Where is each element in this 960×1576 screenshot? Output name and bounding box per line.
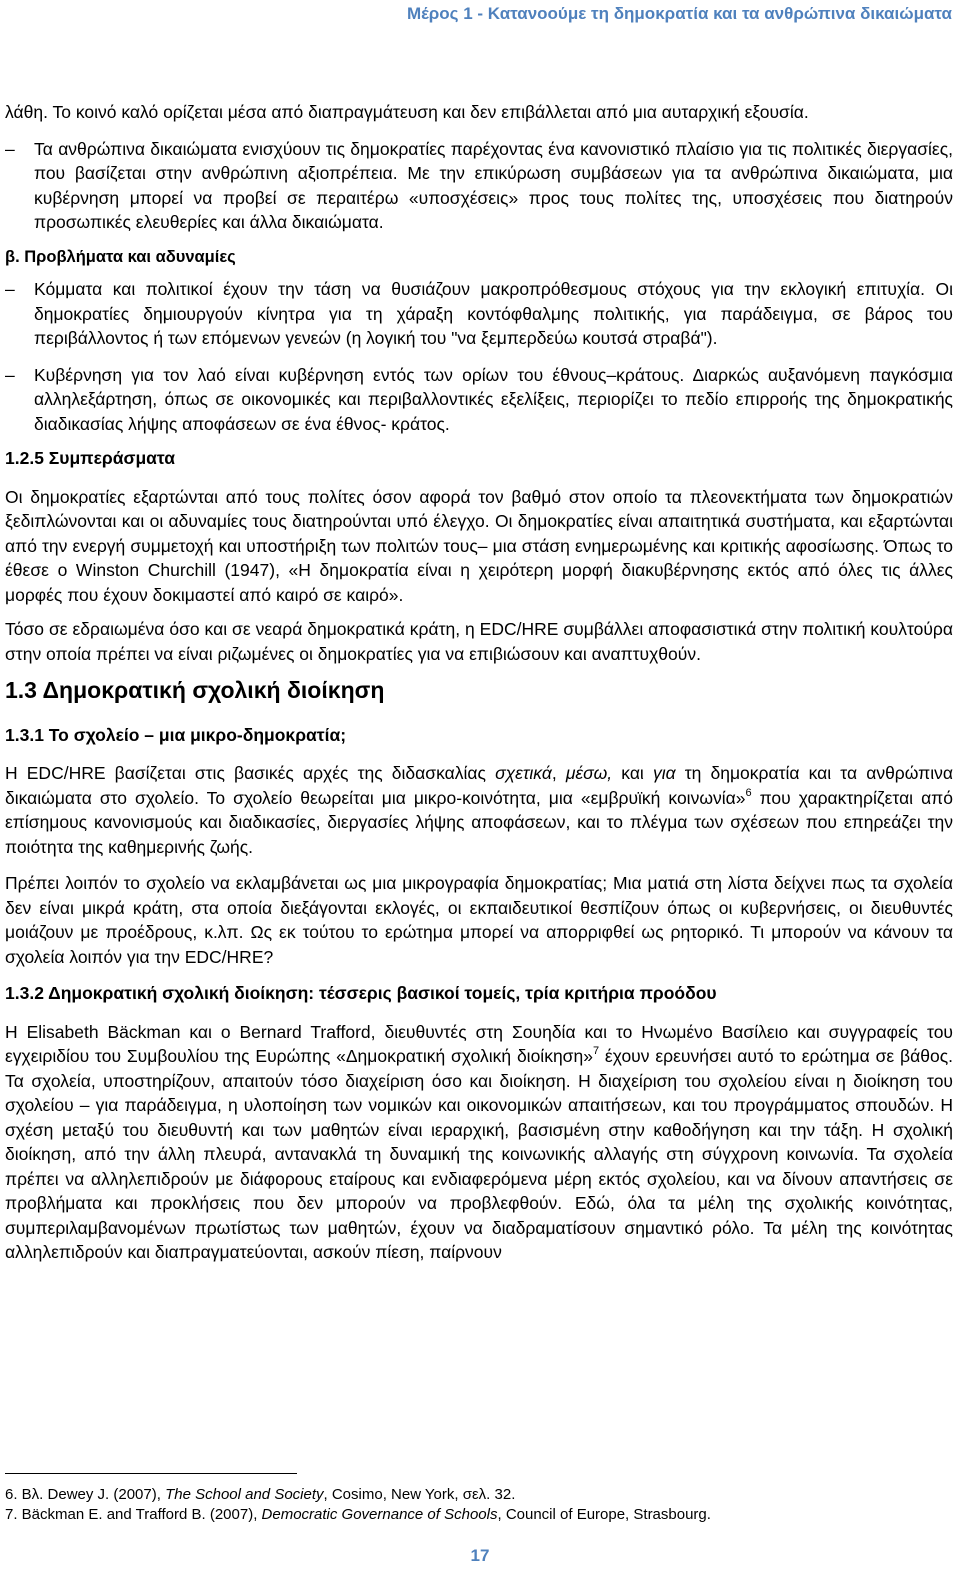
footnote-ref-6: 6 [745, 786, 752, 799]
text-run: , Cosimo, New York, σελ. 32. [323, 1486, 516, 1503]
footnotes [5, 1485, 953, 1525]
bullet-dash: – [5, 138, 15, 159]
running-header: Μέρος 1 - Κατανοούμε τη δημοκρατία και τα ανθρώπινα δικαιώματα [406, 4, 952, 23]
text-run: τη δημοκρατία και τα ανθρώπινα δικαιώματα στο σχολείο. Το σχολείο θεωρείται μια μικρο-κοινότητα, μια «εμβρυϊκή κοινωνία» [5, 763, 954, 808]
emphasis-about: σχετικά [495, 763, 552, 783]
bullet-dash: – [5, 279, 15, 299]
text-run: Η Elisabeth Bäckman και ο Bernard Trafford, διευθυντές στη Σουηδία και το Ηνωμένο Βασίλειο και συγγραφείς του εγχειριδίου του Συμβουλίου της Ευρώπης «Δημοκρατική σχολική διοίκηση» [5, 1021, 953, 1066]
emphasis-through: μέσω, [565, 763, 613, 783]
bullet-human-rights [5, 137, 953, 235]
text-run: και [612, 763, 653, 783]
heading-1-3: 1.3 Δημοκρατική σχολική διοίκηση [5, 677, 385, 703]
bullet-government-text: Κυβέρνηση για τον λαό είναι κυβέρνηση εντός των ορίων του έθνους–κράτους. Διαρκώς αυξανόμενη παγκόσμια αλληλεξάρτηση, όπως σε οικονομικές και περιβαλλοντικές εξελίξεις, περιορίζει το πεδίο επιρροής της δημοκρατικής διαδικασίας λήψης αποφάσεων σε ένα έθνος- κράτος. [34, 364, 953, 434]
text-run: , Council of Europe, Strasbourg. [497, 1506, 711, 1523]
text-run: που χαρακτηρίζεται από επίσημους κανονισμούς και διαδικασίες, διεργασίες λήψης αποφάσεων, και το πλέγμα των σχέσεων που επηρεάζει την ποιότητα της καθημερινής ζωής. [5, 787, 953, 857]
intro-paragraph: λάθη. Το κοινό καλό ορίζεται μέσα από διαπραγμάτευση και δεν επιβάλλεται από μια αυταρχική εξουσία. [5, 102, 809, 122]
text-run: 6. Βλ. Dewey J. (2007), [5, 1486, 166, 1503]
bullet-parties-text: Κόμματα και πολιτικοί έχουν την τάση να θυσιάζουν μακροπρόθεσμους στόχους για την εκλογική επιτυχία. Οι δημοκρατίες δημιουργούν κίνητρα για τη χάραξη κοντόφθαλμης πολιτικής, για παράδειγμα, σε βάρος του περιβάλλοντος ή των επόμενων γενεών (η λογική του "να ξεμπερδεύω κουτσά στραβά"). [34, 279, 953, 348]
footnote-ref-7: 7 [592, 1045, 600, 1057]
paragraph-1-3-1-b: Πρέπει λοιπόν το σχολείο να εκλαμβάνεται ως μια μικρογραφία δημοκρατίας; Μια ματιά στη λίστα δείχνει πως τα σχολεία δεν είναι μικρά κράτη, στα οποία διεξάγονται εκλογές, οι εκπαιδευτικοί θεσπίζουν όπως οι κυβερνήσεις, οι διευθυντές μοιάζουν με προέδρους, κ.λπ. Ως εκ τούτου το ερώτημα μπορεί να απορριφθεί ως ρητορικό. Τι μπορούν να κάνουν τα σχολεία λοιπόν για την EDC/HRE? [5, 873, 953, 967]
bullet-parties [5, 277, 953, 351]
text-run: , [551, 763, 566, 783]
heading-1-3-1: 1.3.1 Το σχολείο – μια μικρο-δημοκρατία; [5, 724, 347, 745]
heading-1-2-5: 1.2.5 Συμπεράσματα [5, 448, 175, 468]
footnote-6 [5, 1485, 953, 1505]
paragraph-1-3-1-a [5, 761, 953, 859]
text-run: Η EDC/HRE βασίζεται στις βασικές αρχές της διδασκαλίας [5, 763, 496, 783]
bullet-human-rights-text: Τα ανθρώπινα δικαιώματα ενισχύουν τις δημοκρατίες παρέχοντας ένα κανονιστικό πλαίσιο για τις πολιτικές διεργασίες, που βασίζεται στην ανθρώπινη αξιοπρέπεια. Με την επικύρωση συμβάσεων για τα ανθρώπινα δικαιώματα, μια κυβέρνηση μπορεί να προβεί σε περαιτέρω «υποσχέσεις» προς τους πολίτες της, υποσχέσεις που διατηρούν προσωπικές ελευθερίες και άλλα δικαιώματα. [34, 138, 953, 232]
bullet-dash: – [5, 364, 15, 385]
text-run: έχουν ερευνήσει αυτό το ερώτημα σε βάθος. Τα σχολεία, υποστηρίζουν, απαιτούν τόσο διαχείριση όσο και διοίκηση. Η διαχείριση του σχολείου είναι η διοίκηση του σχολείου – για παράδειγμα, η υλοποίηση των νομικών και οικονομικών απαιτήσεων, και του προγράμματος σπουδών. Η σχέση μεταξύ του διευθυντή και των μαθητών είναι ιεραρχική, βασισμένη στην καθοδήγηση και την τάξη. Η σχολική διοίκηση, από την άλλη πλευρά, αντανακλά τη δυναμική της κοινωνικής αλλαγής στη σύγχρονη κοινωνία. Τα σχολεία πρέπει να αλληλεπιδρούν με διάφορους εταίρους και ενδιαφερόμενα μέρη εκτός σχολείου, και να δίνουν απαντήσεις σε προβλήματα και προκλήσεις που δεν μπορούν να προβλεφθούν. Εδώ, όλα τα μέλη της σχολικής κοινότητας, συμπεριλαμβανομένων πρωτίστως των μαθητών, έχουν να διαδραματίσουν σημαντικό ρόλο. Τα μέλη της κοινότητας αλληλεπιδρούν και διαπραγματεύονται, ασκούν πίεση, παίρνουν [5, 1046, 953, 1262]
heading-1-3-2: 1.3.2 Δημοκρατική σχολική διοίκηση: τέσσερις βασικοί τομείς, τρία κριτήρια προόδου [5, 983, 717, 1003]
subsection-b-heading: β. Προβλήματα και αδυναμίες [5, 247, 236, 266]
conclusions-paragraph-2: Τόσο σε εδραιωμένα όσο και σε νεαρά δημοκρατικά κράτη, η EDC/HRE συμβάλλει αποφασιστικά στην πολιτική κουλτούρα στην οποία πρέπει να είναι ριζωμένες οι δημοκρατίες για να επιβιώσουν και αναπτυχθούν. [5, 619, 953, 664]
paragraph-1-3-2 [5, 1020, 953, 1265]
footnote-7 [5, 1505, 953, 1525]
emphasis-for: για [652, 763, 676, 783]
footnote-6-title: The School and Society [165, 1486, 324, 1503]
footnote-7-title: Democratic Governance of Schools [261, 1506, 498, 1523]
footnote-divider [5, 1473, 297, 1474]
conclusions-paragraph-1: Οι δημοκρατίες εξαρτώνται από τους πολίτες όσον αφορά τον βαθμό στον οποίο τα πλεονεκτήματα των δημοκρατιών ξεδιπλώνονται και οι αδυναμίες τους διατηρούνται υπό έλεγχο. Οι δημοκρατίες είναι απαιτητικά συστήματα, και εξαρτώνται από την ενεργή συμμετοχή και υποστήριξη των πολιτών τους– μια στάση ενημερωμένης και κριτικής αφοσίωσης. Όπως το έθεσε ο Winston Churchill (1947), «Η δημοκρατία είναι η χειρότερη μορφή διακυβέρνησης εκτός από όλες τις άλλες μορφές που έχουν δοκιμαστεί από καιρό σε καιρό». [5, 486, 953, 605]
text-run: 7. Bäckman E. and Trafford B. (2007), [5, 1506, 262, 1523]
page-number: 17 [470, 1546, 490, 1565]
page-body [5, 100, 953, 1265]
bullet-government [5, 363, 953, 437]
